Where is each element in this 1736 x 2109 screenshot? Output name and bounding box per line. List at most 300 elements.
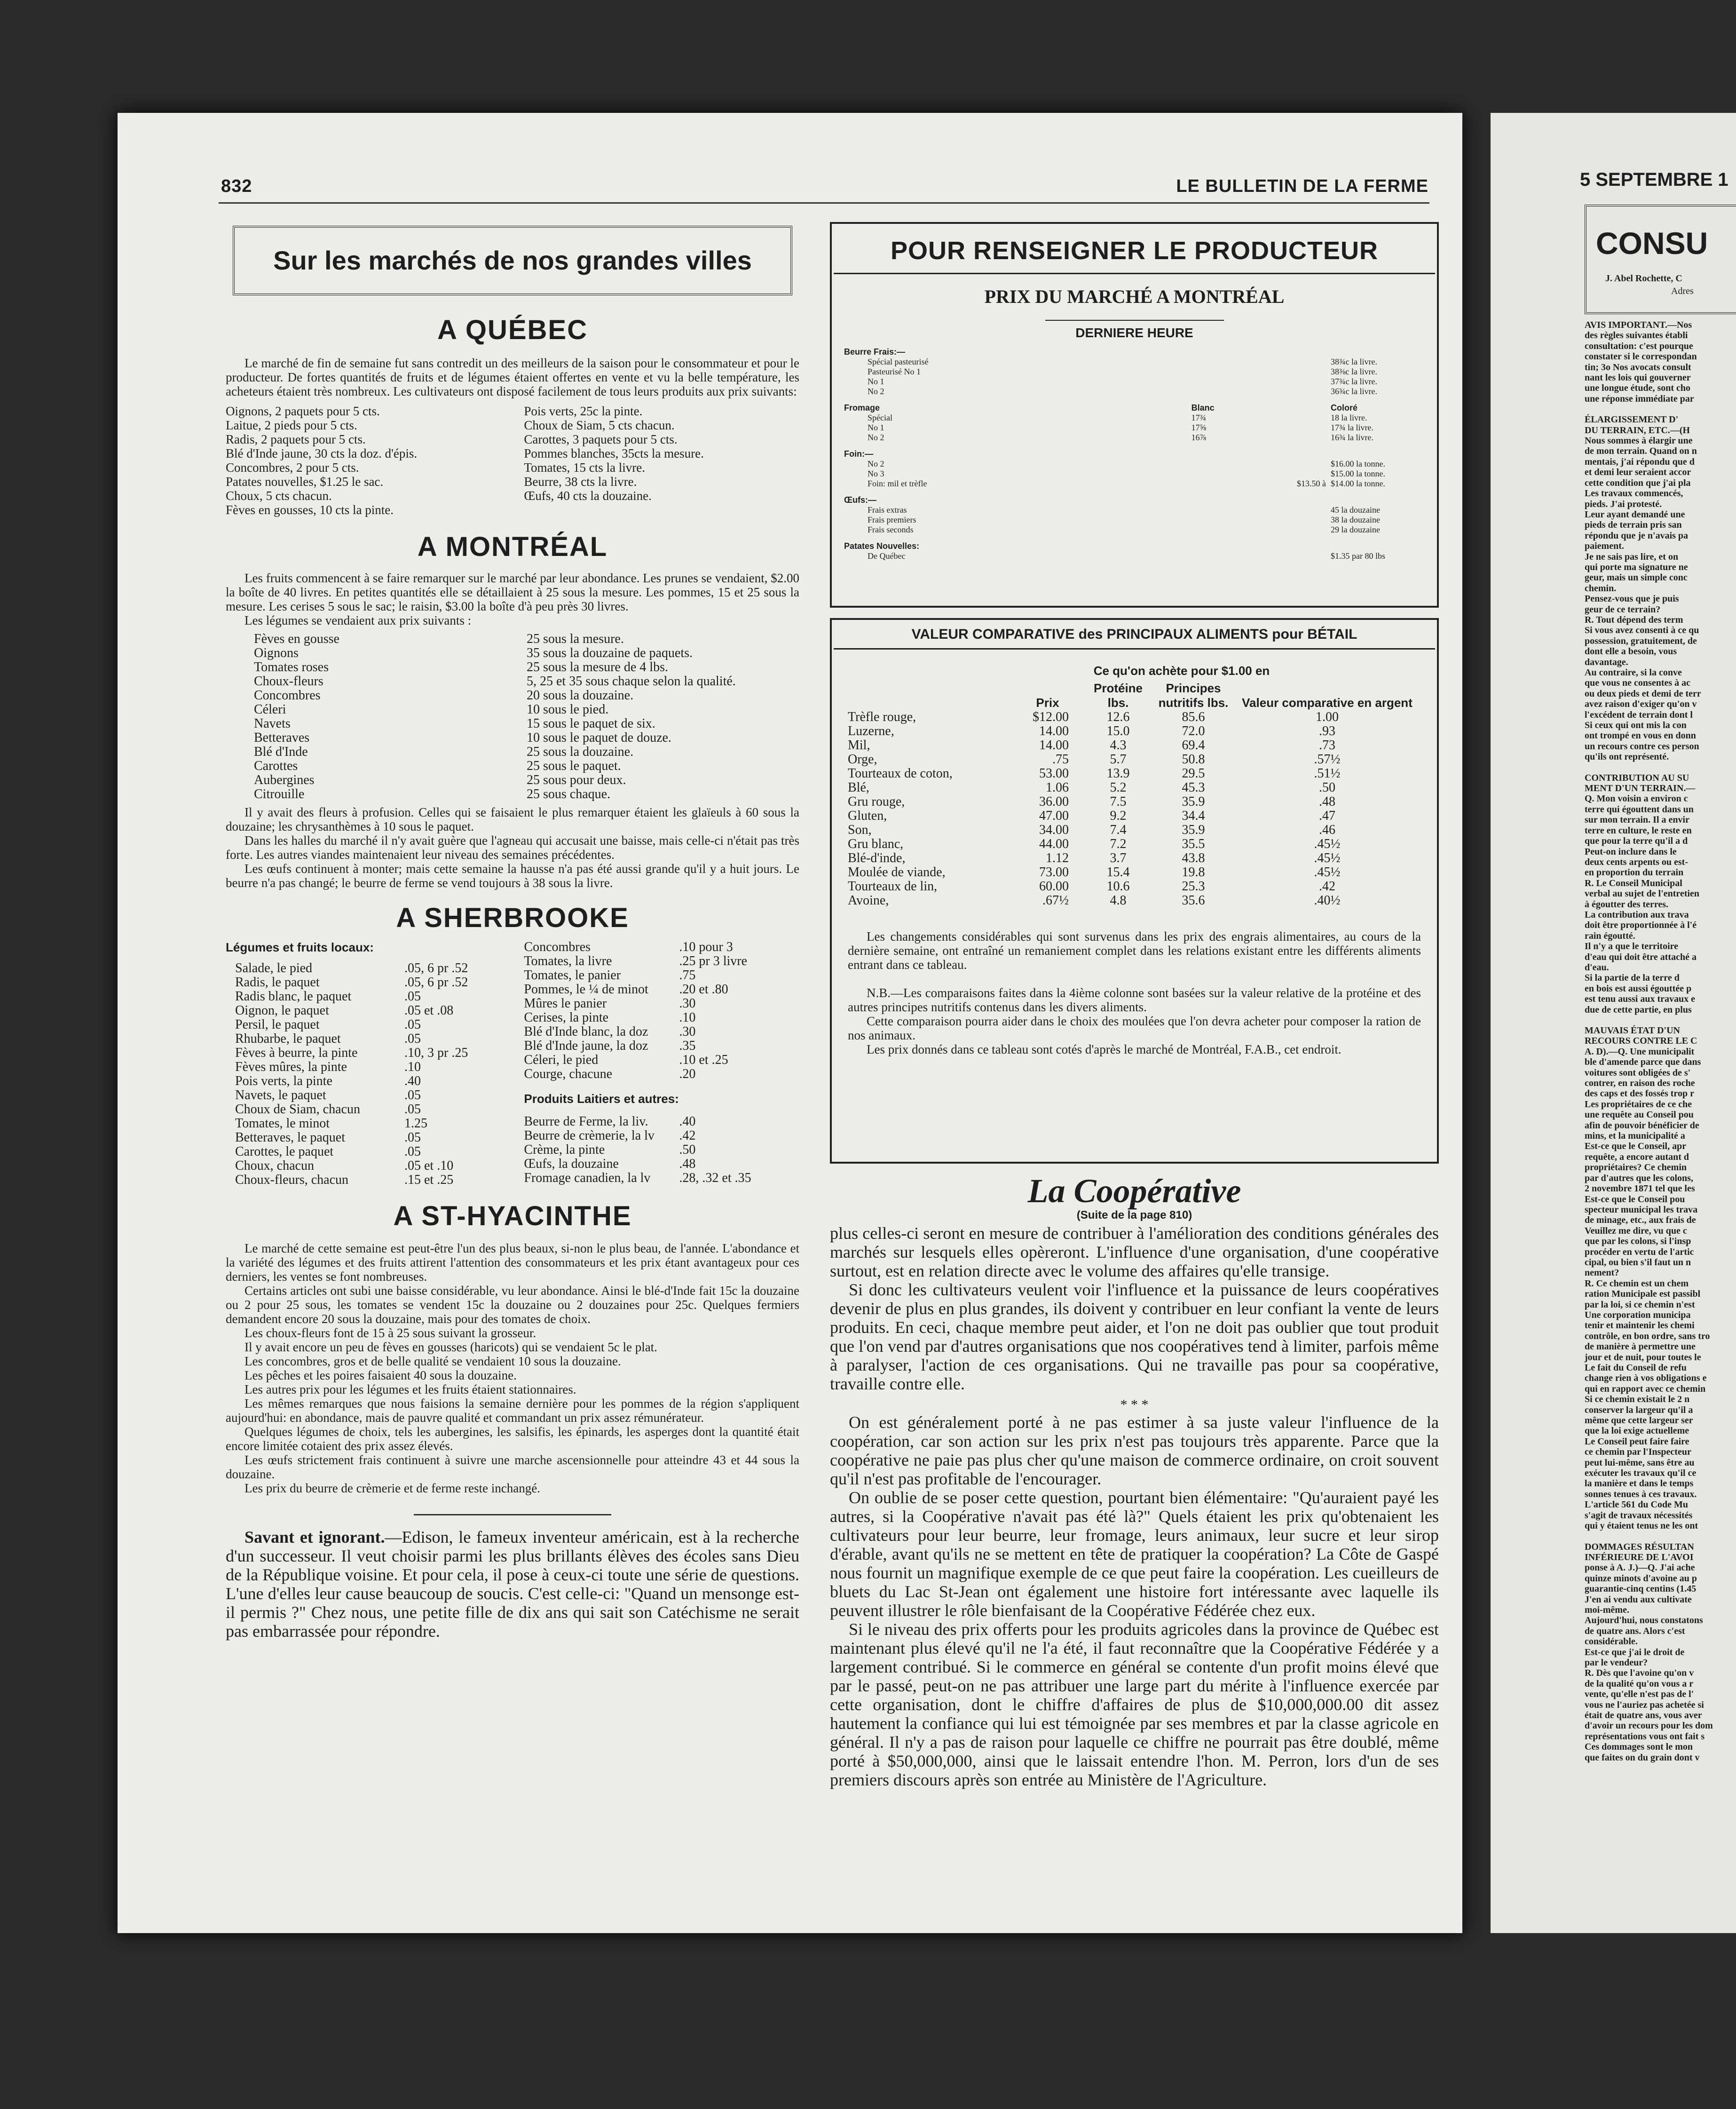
next-page-line: ble d'amende parce que dans [1585, 1057, 1701, 1068]
table-row [254, 660, 736, 674]
next-page-line: en bois est aussi égouttée p [1585, 983, 1692, 994]
cheese-colored-label: Coloré [1331, 403, 1358, 412]
sherbrooke-local-table [235, 961, 468, 1187]
price-line: Concombres, 2 pour 5 cts. [226, 460, 359, 475]
table-row [848, 738, 1421, 753]
next-page-line: la manière et dans le temps [1585, 1478, 1694, 1489]
item-name: Foin: mil et trèfle [868, 479, 927, 488]
item-name: Radis blanc, le paquet [235, 989, 352, 1004]
next-page-line: cipal, ou bien s'il faut un n [1585, 1257, 1691, 1268]
cheese-white-label: Blanc [1191, 403, 1215, 412]
quebec-prices-col1 [226, 404, 501, 517]
next-page-line: Il n'y a que le territoire [1585, 941, 1679, 952]
feed-name: Son, [848, 823, 872, 837]
table-row [844, 423, 1425, 433]
feed-name: Tourteaux de lin, [848, 879, 938, 894]
item-name: Beurre de crèmerie, la lv [524, 1128, 655, 1143]
next-page-line: pieds de terrain pris san [1585, 520, 1682, 531]
table-row [524, 1157, 751, 1171]
next-page-line: que faites on du grain dont v [1585, 1752, 1700, 1763]
next-page-line: terre en culture, le reste en [1585, 825, 1692, 836]
item-price: 36¾c la livre. [1331, 387, 1377, 396]
item-price: 16¾ la livre. [1331, 433, 1373, 442]
feed-nutrients: 19.8 [1182, 865, 1205, 880]
item-price: .10, 3 pr .25 [404, 1046, 468, 1060]
feed-value: 1.00 [1316, 710, 1339, 724]
coop-article [830, 1224, 1439, 1789]
feed-protein: 15.4 [1106, 865, 1130, 880]
feed-nutrients: 34.4 [1182, 809, 1205, 823]
next-page-line: par le vendeur? [1585, 1657, 1648, 1668]
price-line: Oignons, 2 paquets pour 5 cts. [226, 404, 380, 418]
table-row [235, 1145, 468, 1159]
table-row [524, 1025, 747, 1039]
item-price: 18 la livre. [1331, 413, 1367, 422]
table-row [844, 387, 1425, 396]
feed-name: Mil, [848, 738, 870, 753]
producer-box-title: POUR RENSEIGNER LE PRODUCTEUR [890, 237, 1379, 265]
item-name: Navets [254, 716, 291, 731]
table-row [848, 724, 1421, 738]
next-page-line: geur, mais un simple conc [1585, 572, 1688, 583]
next-page-line: conserver la largeur qu'il a [1585, 1404, 1693, 1415]
item-name: Choux, chacun [235, 1158, 314, 1173]
next-page-line: Leur ayant demandé une [1585, 509, 1685, 520]
next-page-line: l'excédent de terrain dont l [1585, 709, 1693, 720]
item-name: Frais extras [868, 505, 907, 515]
next-page-line: tenir et maintenir les chemi [1585, 1320, 1695, 1331]
next-page-line: est tenu aussi aux travaux e [1585, 994, 1696, 1005]
table-row [254, 773, 736, 787]
next-page-line: Au contraire, si la conve [1585, 667, 1682, 678]
table-row [524, 997, 747, 1011]
next-page-line [1585, 762, 1736, 773]
butter-label: Beurre Frais:— [844, 347, 906, 357]
next-page-line: La contribution aux trava [1585, 909, 1689, 920]
table-row [235, 1032, 468, 1046]
item-name: Frais premiers [868, 515, 916, 524]
item-price: 38⅜c la livre. [1331, 367, 1377, 376]
paragraph: Si le niveau des prix offerts pour les produits agricoles dans la province de Québec est maintenant plus élevé qu'il ne l'a été, il faut reconnaître que la Coopérative Fédérée y a largement contribué. Si le commerce en général se contente d'un profit moins élevé que par le passé, peut-on ne pas attribuer une large part du mérite à l'influence exercée par cette organisation, dont le chiffre d'affaires de plus de $10,000,000.00 dit assez hautement la confiance qui lui est témoignée par ses membres et par la classe agricole en général. Il n'y a pas de raison pour laquelle ce chiffre ne pourrait pas être doublé, même porté à $50,000,000, ainsi que le laissait entendre l'hon. M. Perron, lors d'un de ses premiers discours après son entrée au Ministère de l'Agriculture. [830, 1620, 1439, 1789]
item-name: Salade, le pied [235, 961, 313, 975]
next-page-line: une réponse immédiate par [1585, 393, 1694, 404]
next-page-line: par la loi, si ce chemin n'est [1585, 1299, 1695, 1310]
page-number: 832 [221, 176, 253, 196]
table-row [844, 433, 1425, 443]
feed-protein: 7.2 [1110, 837, 1127, 851]
feed-name: Moulée de viande, [848, 865, 946, 880]
feed-protein: 10.6 [1106, 879, 1130, 894]
next-page-line: 2 novembre 1871 tel que les [1585, 1183, 1695, 1194]
item-price: 1.25 [404, 1116, 427, 1131]
item-price: 17¾ [1191, 413, 1207, 422]
item-price: 17¾ la livre. [1331, 423, 1373, 432]
table-row [524, 1143, 751, 1157]
table-row [254, 745, 736, 759]
table-row [524, 1053, 747, 1067]
next-page-line: Est-ce que le Conseil pou [1585, 1194, 1685, 1205]
item-name: Choux-fleurs [254, 674, 324, 689]
col-header-protein: Protéine lbs. [1093, 681, 1143, 710]
quebec-prices-col2 [524, 404, 799, 517]
item-price: 17⅝ [1191, 423, 1207, 432]
table-row [848, 795, 1421, 809]
next-page-line [1585, 1531, 1736, 1542]
next-page-line: de mon terrain. Quand on n [1585, 446, 1697, 457]
next-page-line: constater si le correspondan [1585, 351, 1697, 362]
feed-note: N.B.—Les comparaisons faites dans la 4ième colonne sont basées sur la valeur relative de la protéine et des autres principes nutritifs contenus dans les divers aliments. [848, 986, 1421, 1014]
eggs-label: Œufs:— [844, 495, 876, 505]
table-row [848, 710, 1421, 724]
sthyacinthe-heading: A ST-HYACINTHE [393, 1201, 632, 1231]
next-page-line: d'eau qui doit être attaché a [1585, 951, 1697, 962]
coop-title: La Coopérative [1027, 1172, 1241, 1210]
sherbrooke-dairy-table [524, 1115, 751, 1185]
item-price: 15 sous le paquet de six. [527, 716, 655, 731]
item-name: Œufs, la douzaine [524, 1157, 619, 1171]
next-page-line: deux cents arpents ou est- [1585, 856, 1688, 867]
feed-protein: 9.2 [1110, 809, 1127, 823]
next-page-line: L'article 561 du Code Mu [1585, 1499, 1688, 1510]
next-page-line: s'agit de travaux nécessités [1585, 1510, 1693, 1521]
feed-price: 73.00 [1039, 865, 1069, 880]
item-price: .48 [679, 1157, 696, 1171]
next-page-address: Adres [1671, 286, 1694, 296]
item-price: .05 [404, 1130, 421, 1145]
item-price: .35 [679, 1039, 696, 1053]
next-page-line: Si vous avez consenti à ce qu [1585, 625, 1699, 636]
sherbrooke-col2 [524, 940, 799, 1187]
publication-title: LE BULLETIN DE LA FERME [1176, 176, 1428, 196]
next-page-line: ou deux pieds et demi de terr [1585, 688, 1701, 699]
montreal-para: Les œufs continuent à monter; mais cette semaine la hausse n'a pas été aussi grande qu'il y a huit jours. Le beurre n'a pas changé; le beurre de ferme se vend toujours à 38 sous la livre. [226, 862, 799, 890]
next-page-line: que vous ne consentes à ac [1585, 678, 1691, 689]
next-page-line: avez raison d'exiger qu'on v [1585, 699, 1697, 710]
next-page-line: vous ne l'auriez pas achetée si [1585, 1699, 1704, 1710]
next-page-line: qui y étaient tenus ne les ont [1585, 1521, 1698, 1531]
item-price [1192, 469, 1331, 479]
feed-value: .45½ [1314, 837, 1341, 851]
table-row [844, 377, 1425, 387]
next-page-line: de la qualité qu'on vous a r [1585, 1678, 1694, 1689]
feed-note: Les changements considérables qui sont survenus dans les prix des engrais alimentaires, au cours de la dernière semaine, ont entraîné un remaniement complet dans les relations existant entre les différents aliments entrant dans ce tableau. [848, 929, 1421, 972]
section-stars: * * * [1120, 1397, 1149, 1412]
feed-nutrients: 35.5 [1182, 837, 1205, 851]
next-page-line: propriétaires? Ce chemin [1585, 1162, 1687, 1173]
next-page-line: Une corporation municipa [1585, 1309, 1691, 1320]
table-row [848, 880, 1421, 894]
feed-protein: 7.4 [1110, 823, 1127, 837]
item-price: 35 sous la douzaine de paquets. [527, 646, 693, 660]
price-line: Radis, 2 paquets pour 5 cts. [226, 432, 366, 446]
item-price: .05 [404, 1088, 421, 1102]
table-row [524, 940, 747, 954]
next-page-line: AVIS IMPORTANT.—Nos [1585, 320, 1692, 330]
next-page-line: qu'ils ont représenté. [1585, 752, 1669, 762]
quebec-intro: Le marché de fin de semaine fut sans contredit un des meilleurs de la saison pour le consommateur et pour le producteur. De fortes quantités de fruits et de légumes étaient offertes en vente et vu la belle température, les acheteurs étaient très nombreux. Les cultivateurs ont disposé facilement de tous leurs produits aux prix suivants: [226, 356, 799, 398]
table-row [235, 1060, 468, 1074]
paragraph: Le marché de cette semaine est peut-être l'un des plus beaux, si-non le plus beau, de l'année. L'abondance et la variété des légumes et des fruits attirent l'attention des consommateurs et les prix étant avantageux pour ces derniers, les ventes se font nombreuses. [226, 1241, 799, 1284]
item-name: Radis, le paquet [235, 975, 320, 990]
next-page-line: voitures sont obligées de s' [1585, 1067, 1691, 1078]
markets-box-title: Sur les marchés de nos grandes villes [233, 226, 792, 295]
item-price: .42 [679, 1128, 696, 1143]
feed-price: 36.00 [1039, 794, 1069, 809]
paragraph: Les mêmes remarques que nous faisions la semaine dernière pour les pommes de la région s'appliquent aujourd'hui: en abondance, mais de pauvre qualité et commandant un prix assez rémunérateur. [226, 1396, 799, 1425]
next-page-line: exécuter les travaux qu'il ce [1585, 1468, 1697, 1479]
next-page-line: RECOURS CONTRE LE C [1585, 1036, 1697, 1047]
item-name: Pommes, le ¼ de minot [524, 982, 648, 997]
next-page-line: que pour la terre qu'il a d [1585, 836, 1688, 847]
feed-value: .45½ [1314, 865, 1341, 880]
feed-name: Gru blanc, [848, 837, 904, 851]
feed-note: Cette comparaison pourra aider dans le choix des moulées que l'on devra acheter pour composer la ration de nos animaux. [848, 1014, 1421, 1042]
item-name: No 2 [868, 387, 884, 396]
feed-name: Gluten, [848, 809, 887, 823]
next-page-line: Les propriétaires de ce che [1585, 1099, 1692, 1110]
feed-value: .50 [1319, 780, 1335, 795]
producer-box-subtitle: PRIX DU MARCHÉ A MONTRÉAL [984, 286, 1285, 307]
next-page-line: vente, qu'elle n'est pas de l' [1585, 1689, 1694, 1700]
feed-nutrients: 35.9 [1182, 823, 1205, 837]
feed-name: Blé, [848, 780, 869, 795]
table-row [848, 894, 1421, 908]
next-page-line: Si ceux qui ont mis la con [1585, 720, 1687, 731]
item-name: Blé d'Inde blanc, la doz [524, 1024, 648, 1039]
feed-value: .47 [1319, 809, 1335, 823]
next-page-line: Le Conseil peut faire faire [1585, 1436, 1689, 1447]
montreal-para: Dans les halles du marché il n'y avait guère que l'agneau qui accusait une baisse, mais celle-ci n'était pas très forte. Les autres viandes maintenaient leur niveau des semaines précédentes. [226, 833, 799, 862]
sherbrooke-other-table [524, 940, 747, 1081]
item-name: Oignons [254, 646, 299, 660]
table-row [844, 367, 1425, 377]
item-price: .25 pr 3 livre [679, 954, 748, 968]
next-page-line: Je ne sais pas lire, et on [1585, 551, 1679, 562]
table-row [524, 1011, 747, 1025]
feed-price: $12.00 [1033, 710, 1069, 724]
col-header-nutrients: Principes nutritifs lbs. [1158, 681, 1229, 710]
right-column [830, 222, 1439, 1789]
table-row [524, 1115, 751, 1129]
col-header [848, 681, 1012, 710]
item-name: Concombres [254, 688, 321, 703]
price-line: Tomates, 15 cts la livre. [524, 460, 645, 475]
item-name: No 2 [868, 433, 884, 442]
next-page-line: guarantie-cinq centins (1.45 [1585, 1584, 1697, 1594]
next-page-line: paiement. [1585, 541, 1624, 552]
item-name: Citrouille [254, 787, 305, 801]
next-page-line: une longue étude, sont cho [1585, 383, 1691, 394]
feed-price: 1.12 [1046, 851, 1069, 865]
paragraph: Les pêches et les poires faisaient 40 sous la douzaine. [245, 1368, 517, 1382]
next-page-line: contrer, en raison des roche [1585, 1078, 1695, 1089]
table-row [254, 717, 736, 731]
feed-protein: 4.3 [1110, 738, 1127, 753]
table-row [254, 632, 736, 646]
next-page-line: Peut-on inclure dans le [1585, 846, 1677, 857]
item-name: Carottes [254, 759, 298, 773]
next-page-line: Aujourd'hui, nous constatons [1585, 1615, 1703, 1626]
table-row [235, 1046, 468, 1060]
feed-protein: 7.5 [1110, 794, 1127, 809]
next-page-line: Ces dommages sont le mon [1585, 1742, 1693, 1752]
table-row [844, 479, 1425, 489]
item-name: Tomates roses [254, 660, 329, 674]
feed-name: Orge, [848, 752, 877, 767]
next-page-line: de quatre ans. Alors c'est [1585, 1625, 1685, 1636]
table-row [524, 968, 747, 983]
item-price: $1.35 par 80 lbs [1331, 551, 1385, 561]
next-page-line: à égoutter des terres. [1585, 899, 1669, 910]
next-page-line [1585, 404, 1736, 414]
header-rule [219, 202, 1429, 204]
table-row [844, 525, 1425, 535]
item-name: Choux-fleurs, chacun [235, 1173, 349, 1187]
sherbrooke-prices [226, 940, 799, 1187]
item-name: Pasteurisé No 1 [868, 367, 921, 376]
table-row [844, 551, 1425, 561]
table-row [848, 865, 1421, 880]
feed-price: .75 [1052, 752, 1069, 767]
next-page-line: ont trompé en vous en donn [1585, 730, 1696, 741]
next-page-line: quinze minots d'avoine au p [1585, 1573, 1697, 1584]
coop-subtitle: (Suite de la page 810) [1076, 1209, 1192, 1221]
next-page-line: mentais, j'ai répondu que d [1585, 456, 1695, 467]
next-page-line: de minage, etc., aux frais de [1585, 1215, 1696, 1226]
next-page-line: des règles suivantes établi [1585, 330, 1688, 341]
feed-name: Gru rouge, [848, 794, 905, 809]
item-price: .05, 6 pr .52 [404, 975, 468, 990]
producer-price-box [830, 222, 1439, 608]
next-page-line: cette condition que j'ai pla [1585, 477, 1691, 488]
next-page-date: 5 SEPTEMBRE 1 [1580, 169, 1728, 190]
next-page-line: Le fait du Conseil de refu [1585, 1363, 1687, 1373]
next-page-line: Est-ce que j'ai le droit de [1585, 1647, 1685, 1657]
feed-name: Luzerne, [848, 724, 894, 738]
item-price: 10 sous le paquet de douze. [527, 730, 671, 745]
table-row [848, 781, 1421, 795]
price-line: Laitue, 2 pieds pour 5 cts. [226, 418, 357, 432]
feed-value: .93 [1319, 724, 1335, 738]
item-name: Cerises, la pinte [524, 1010, 609, 1025]
table-row [524, 954, 747, 968]
item-price: 25 sous chaque. [527, 787, 611, 801]
item-price: 38 la douzaine [1331, 515, 1380, 524]
item-name: Fèves en gousse [254, 632, 339, 646]
table-row [235, 1088, 468, 1102]
next-page-line: Q. Mon voisin a environ c [1585, 793, 1688, 804]
item-name: Céleri, le pied [524, 1053, 599, 1067]
feed-nutrients: 45.3 [1182, 780, 1205, 795]
table-row [524, 1171, 751, 1185]
next-page-line: MENT D'UN TERRAIN.— [1585, 783, 1696, 794]
feed-value: .51½ [1314, 766, 1341, 781]
table-row [235, 1159, 468, 1173]
next-page-line: qui en rapport avec ce chemin [1585, 1383, 1706, 1394]
item-price: 25 sous pour deux. [527, 773, 626, 787]
feed-price: 60.00 [1039, 879, 1069, 894]
item-name: Mûres le panier [524, 996, 607, 1011]
table-row [848, 753, 1421, 767]
next-page-line: A. D).—Q. Une municipalit [1585, 1046, 1695, 1057]
feed-protein: 13.9 [1106, 766, 1130, 781]
sthyacinthe-text [226, 1241, 799, 1495]
table-row [844, 413, 1425, 423]
item-name: Blé d'Inde [254, 745, 308, 759]
next-page-line: moi-même. [1585, 1604, 1629, 1615]
table-row [235, 1117, 468, 1131]
potatoes-label: Patates Nouvelles: [844, 541, 920, 551]
price-line: Choux de Siam, 5 cts chacun. [524, 418, 675, 432]
paragraph: Les choux-fleurs font de 15 à 25 sous suivant la grosseur. [245, 1326, 537, 1340]
table-row [235, 1131, 468, 1145]
montreal-vegetable-table [254, 632, 736, 801]
feed-nutrients: 50.8 [1182, 752, 1205, 767]
next-page-line: DU TERRAIN, ETC.—(H [1585, 425, 1690, 436]
paragraph: Les œufs strictement frais continuent à suivre une marche ascensionnelle pour atteindre 43 et 44 sous la douzaine. [226, 1453, 799, 1481]
item-name: Pois verts, la pinte [235, 1074, 332, 1088]
item-price: .28, .32 et .35 [679, 1171, 751, 1185]
item-price: .20 [679, 1067, 696, 1081]
price-line: Choux, 5 cts chacun. [226, 489, 332, 503]
feed-value: .48 [1319, 794, 1335, 809]
newspaper-page [118, 113, 1462, 1933]
table-row [235, 1004, 468, 1018]
next-page-box-title: CONSU [1596, 226, 1708, 261]
feed-nutrients: 35.9 [1182, 794, 1205, 809]
col-header-value: Valeur comparative en argent [1242, 696, 1412, 710]
feed-protein: 5.2 [1110, 780, 1127, 795]
item-name: Céleri [254, 702, 286, 717]
paragraph: Quelques légumes de choix, tels les aubergines, les salsifis, les épinards, les asperges dont la quantité était encore limitée cotaient des prix assez élevés. [226, 1425, 799, 1453]
feed-nutrients: 29.5 [1182, 766, 1205, 781]
feed-value: .57½ [1314, 752, 1341, 767]
item-name: Frais seconds [868, 525, 914, 534]
paragraph: Les prix du beurre de crèmerie et de ferme reste inchangé. [245, 1481, 540, 1495]
next-page-line: change rien à vos obligations e [1585, 1373, 1707, 1384]
item-name: No 1 [868, 377, 884, 386]
item-price: .40 [679, 1114, 696, 1129]
price-line: Fèves en gousses, 10 cts la pinte. [226, 503, 394, 517]
next-page-line: répondu que je n'avais pa [1585, 530, 1689, 541]
item-price: .10 pour 3 [679, 940, 733, 954]
next-page-line: DOMMAGES RÉSULTAN [1585, 1541, 1694, 1552]
next-page-line: même que cette largeur ser [1585, 1415, 1693, 1426]
item-price: .10 et .25 [679, 1053, 728, 1067]
item-name: Concombres [524, 940, 591, 954]
item-price: .05 [404, 1031, 421, 1046]
item-price: 16⅞ [1191, 433, 1207, 442]
feed-protein: 12.6 [1106, 710, 1130, 724]
next-page-line: verbal au sujet de l'entretien [1585, 888, 1700, 899]
item-price: .05, 6 pr .52 [404, 961, 468, 975]
montreal-lead: Les légumes se vendaient aux prix suivants : [245, 613, 472, 627]
next-page-line: chemin. [1585, 583, 1617, 594]
feed-value: .45½ [1314, 851, 1341, 865]
item-price: 45 la douzaine [1331, 505, 1380, 515]
next-page-line: Les travaux commencés, [1585, 488, 1683, 499]
feed-price: 47.00 [1039, 809, 1069, 823]
feed-value-box [830, 618, 1439, 1164]
item-name: Fèves mûres, la pinte [235, 1060, 347, 1074]
item-name: No 2 [868, 459, 884, 468]
paragraph: Les concombres, gros et de belle qualité se vendaient 10 sous la douzaine. [245, 1354, 621, 1368]
next-page-line: ration Municipale est passibl [1585, 1289, 1701, 1300]
item-name: Blé d'Inde jaune, la doz [524, 1039, 648, 1053]
next-page-line: rain égoutté. [1585, 930, 1635, 941]
next-page-line: sur mon terrain. Il a envir [1585, 815, 1689, 825]
table-row [844, 515, 1425, 525]
